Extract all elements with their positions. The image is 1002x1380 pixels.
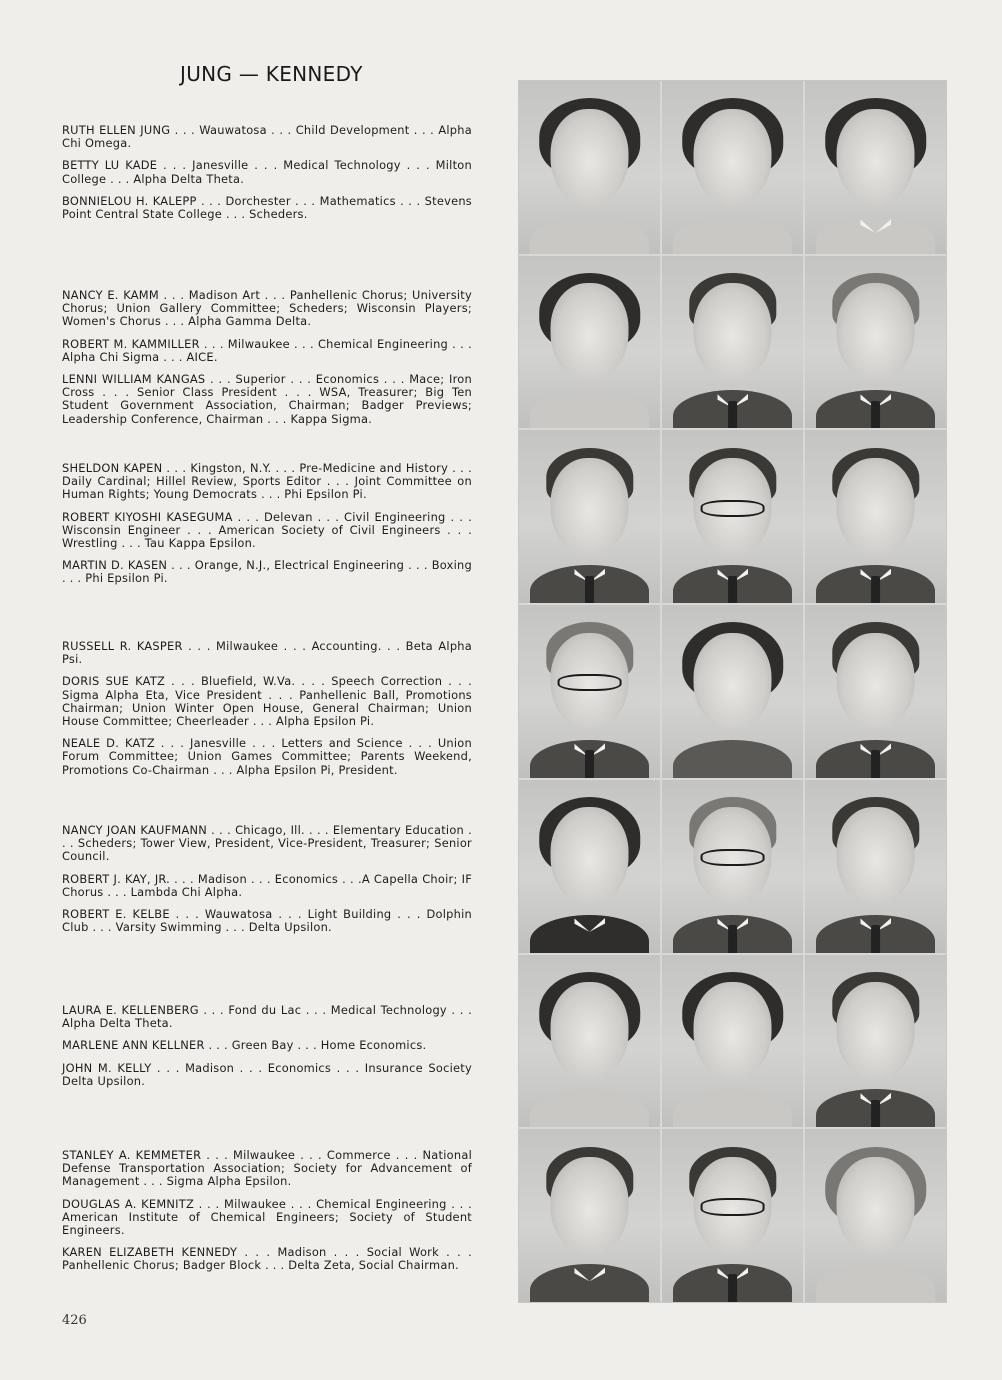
student-entry: LAURA E. KELLENBERG . . . Fond du Lac . . . Medical Technology . . . Alpha Delta Theta. xyxy=(62,1003,472,1031)
student-entry: STANLEY A. KEMMETER . . . Milwaukee . . . Commerce . . . National Defense Transportation Association; Society for Advancement of Management . . . Sigma Alpha Epsilon. xyxy=(62,1148,472,1189)
portrait-photo xyxy=(519,605,660,778)
portrait-photo xyxy=(662,605,803,778)
portrait-photo xyxy=(519,955,660,1128)
student-entry: SHELDON KAPEN . . . Kingston, N.Y. . . . Pre-Medicine and History . . . Daily Cardinal; Hillel Review, Sports Editor . . . Joint Committee on Human Rights; Young Democrats . . . Phi Epsilon Pi. xyxy=(62,461,472,502)
portrait-photo xyxy=(519,780,660,953)
student-entry: RUTH ELLEN JUNG . . . Wauwatosa . . . Child Development . . . Alpha Chi Omega. xyxy=(62,123,472,151)
student-entry: ROBERT E. KELBE . . . Wauwatosa . . . Light Building . . . Dolphin Club . . . Varsity Swimming . . . Delta Upsilon. xyxy=(62,907,472,935)
page-number: 426 xyxy=(62,1313,87,1328)
portrait-photo xyxy=(805,81,946,254)
student-entry: ROBERT M. KAMMILLER . . . Milwaukee . . . Chemical Engineering . . . Alpha Chi Sigma . . . AICE. xyxy=(62,336,472,364)
entry-group-6 xyxy=(62,1004,472,1097)
entry-group-1 xyxy=(62,124,472,230)
portrait-photo xyxy=(519,430,660,603)
portrait-photo xyxy=(805,955,946,1128)
portrait-photo xyxy=(662,1129,803,1302)
portrait-photo xyxy=(805,605,946,778)
portrait-grid xyxy=(519,81,946,1302)
student-entry: MARLENE ANN KELLNER . . . Green Bay . . . Home Economics. xyxy=(62,1038,427,1053)
student-entry: MARTIN D. KASEN . . . Orange, N.J., Electrical Engineering . . . Boxing . . . Phi Epsilon Pi. xyxy=(62,558,472,586)
student-entry: DOUGLAS A. KEMNITZ . . . Milwaukee . . . Chemical Engineering . . . American Institute of Chemical Engineers; Society of Student Engineers. xyxy=(62,1196,472,1238)
student-entry: JOHN M. KELLY . . . Madison . . . Economics . . . Insurance Society Delta Upsilon. xyxy=(62,1060,472,1088)
student-entry: BONNIELOU H. KALEPP . . . Dorchester . . . Mathematics . . . Stevens Point Central State College . . . Scheders. xyxy=(62,193,472,222)
entry-group-7 xyxy=(62,1149,472,1282)
student-entry: BETTY LU KADE . . . Janesville . . . Medical Technology . . . Milton College . . . Alpha Delta Theta. xyxy=(62,158,472,186)
portrait-photo xyxy=(805,1129,946,1302)
student-entry: DORIS SUE KATZ . . . Bluefield, W.Va. . . . Speech Correction . . . Sigma Alpha Eta, Vice President . . . Panhellenic Ball, Promotions Chairman; Union Winter Open House, General Chairman; Union House Committee; Cheerleader . . . Alpha Epsilon Pi. xyxy=(62,674,472,729)
student-entry: NEALE D. KATZ . . . Janesville . . . Letters and Science . . . Union Forum Committee; Union Games Committee; Parents Weekend, Promotions Co-Chairman . . . Alpha Epsilon Pi, President. xyxy=(62,736,472,777)
portrait-photo xyxy=(662,81,803,254)
student-entry: LENNI WILLIAM KANGAS . . . Superior . . . Economics . . . Mace; Iron Cross . . . Senior Class President . . . WSA, Treasurer; Big Ten Student Government Association, Chairman; Badger Previews; Leadership Conference, Chairman . . . Kappa Sigma. xyxy=(62,372,472,426)
student-entry: ROBERT KIYOSHI KASEGUMA . . . Delevan . . . Civil Engineering . . . Wisconsin Engineer . . . American Society of Civil Engineers . . . Wrestling . . . Tau Kappa Epsilon. xyxy=(62,509,472,551)
portrait-photo xyxy=(519,1129,660,1302)
portrait-photo xyxy=(805,256,946,429)
portrait-photo xyxy=(662,430,803,603)
portrait-photo xyxy=(805,430,946,603)
entry-group-2 xyxy=(62,289,472,435)
portrait-photo xyxy=(519,81,660,254)
portrait-photo xyxy=(662,780,803,953)
portrait-photo xyxy=(662,955,803,1128)
student-entry: KAREN ELIZABETH KENNEDY . . . Madison . . . Social Work . . . Panhellenic Chorus; Badger Block . . . Delta Zeta, Social Chairman. xyxy=(62,1245,472,1273)
student-entry: NANCY JOAN KAUFMANN . . . Chicago, Ill. . . . Elementary Education . . . Scheders; Tower View, President, Vice-President, Treasurer; Senior Council. xyxy=(62,823,472,864)
entry-group-4 xyxy=(62,640,472,786)
entry-group-5 xyxy=(62,824,472,943)
student-entry: NANCY E. KAMM . . . Madison Art . . . Panhellenic Chorus; University Chorus; Union Gallery Committee; Scheders; Wisconsin Players; Women's Chorus . . . Alpha Gamma Delta. xyxy=(62,288,472,329)
entry-group-3 xyxy=(62,462,472,595)
portrait-photo xyxy=(805,780,946,953)
student-entry: RUSSELL R. KASPER . . . Milwaukee . . . Accounting. . . Beta Alpha Psi. xyxy=(62,639,472,667)
portrait-photo xyxy=(662,256,803,429)
portrait-photo xyxy=(519,256,660,429)
page-title: JUNG — KENNEDY xyxy=(180,62,363,86)
student-entry: ROBERT J. KAY, JR. . . . Madison . . . Economics . . .A Capella Choir; IF Chorus . . . Lambda Chi Alpha. xyxy=(62,871,472,899)
